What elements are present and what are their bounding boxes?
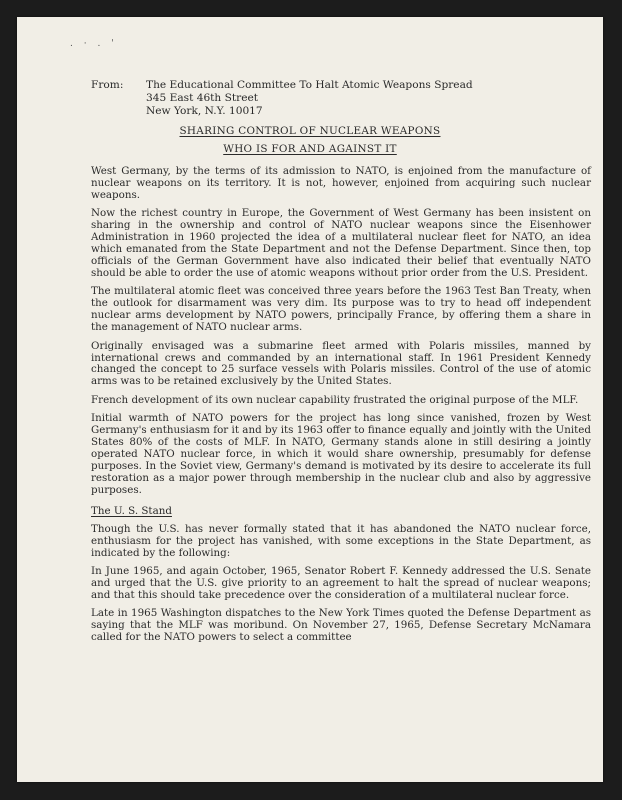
sender-organization: The Educational Committee To Halt Atomic Weapons Spread [146,79,473,91]
paragraph: The multilateral atomic fleet was conceived three years before the 1963 Test Ban Treaty, when the outlook for disarmament was very dim. Its purpose was to try to head off independent nuclear arms development by NATO powers, principally France, by offering them a share in the management of NATO nuclear arms. [91,285,591,334]
document-page [17,17,603,782]
sender-city: New York, N.Y. 10017 [146,105,263,118]
paragraph: In June 1965, and again October, 1965, Senator Robert F. Kennedy addressed the U.S. Senate and urged that the U.S. give priority to an agreement to halt the spread of nuclear weapons; and that this should take precedence over the consideration of a multilateral nuclear force. [91,564,591,601]
paragraph: Late in 1965 Washington dispatches to the New York Times quoted the Defense Department as saying that the MLF was moribund. On November 27, 1965, Defense Secretary McNamara called for the NATO powers to select a committee [91,607,591,644]
section-heading [91,506,591,518]
paragraph: Initial warmth of NATO powers for the project has long since vanished, frozen by West Germany's enthusiasm for it and by its 1963 offer to finance equally and jointly with the United States 80% of the costs of MLF. In NATO, Germany stands alone in still desiring a jointly operated NATO nuclear force, in which it would share ownership, presumably for defense purposes. In the Soviet view, Germany's demand is motivated by its desire to accelerate its full restoration as a major power through membership in the nuclear club and also by aggressive purposes. [91,412,591,496]
stray-marks: . · . ' [70,39,118,49]
document-body [91,166,591,650]
sender-street: 345 East 46th Street [146,92,258,105]
paragraph: Though the U.S. has never formally stated that it has abandoned the NATO nuclear force, enthusiasm for the project has vanished, with some exceptions in the State Department, as indicated by the following: [91,522,591,559]
paragraph: Originally envisaged was a submarine fleet armed with Polaris missiles, manned by international crews and commanded by an international staff. In 1961 President Kennedy changed the concept to 25 surface vessels with Polaris missiles. Control of the use of atomic arms was to be retained exclusively by the United States. [91,339,591,388]
section-heading-text: The U. S. Stand [91,504,172,517]
sender-address [146,79,506,119]
paragraph: French development of its own nuclear capability frustrated the original purpose of the MLF. [91,393,579,406]
paragraph: Now the richest country in Europe, the Government of West Germany has been insistent on sharing in the ownership and control of NATO nuclear weapons since the Eisenhower Administration in 1960 projected the idea of a multilateral nuclear fleet for NATO, an idea which emanated from the State Department and not the Defense Department. Since then, top officials of the German Government have also indicated their belief that eventually NATO should be able to order the use of atomic weapons without prior order from the U.S. President. [91,207,591,280]
from-label: From: [91,79,124,91]
paragraph: West Germany, by the terms of its admission to NATO, is enjoined from the manufacture of nuclear weapons on its territory. It is not, however, enjoined from acquiring such nuclear weapons. [91,165,591,201]
document-subtitle [17,143,603,155]
title-line-2: WHO IS FOR AND AGAINST IT [223,143,397,155]
title-line-1: SHARING CONTROL OF NUCLEAR WEAPONS [179,125,441,137]
document-title [17,125,603,137]
